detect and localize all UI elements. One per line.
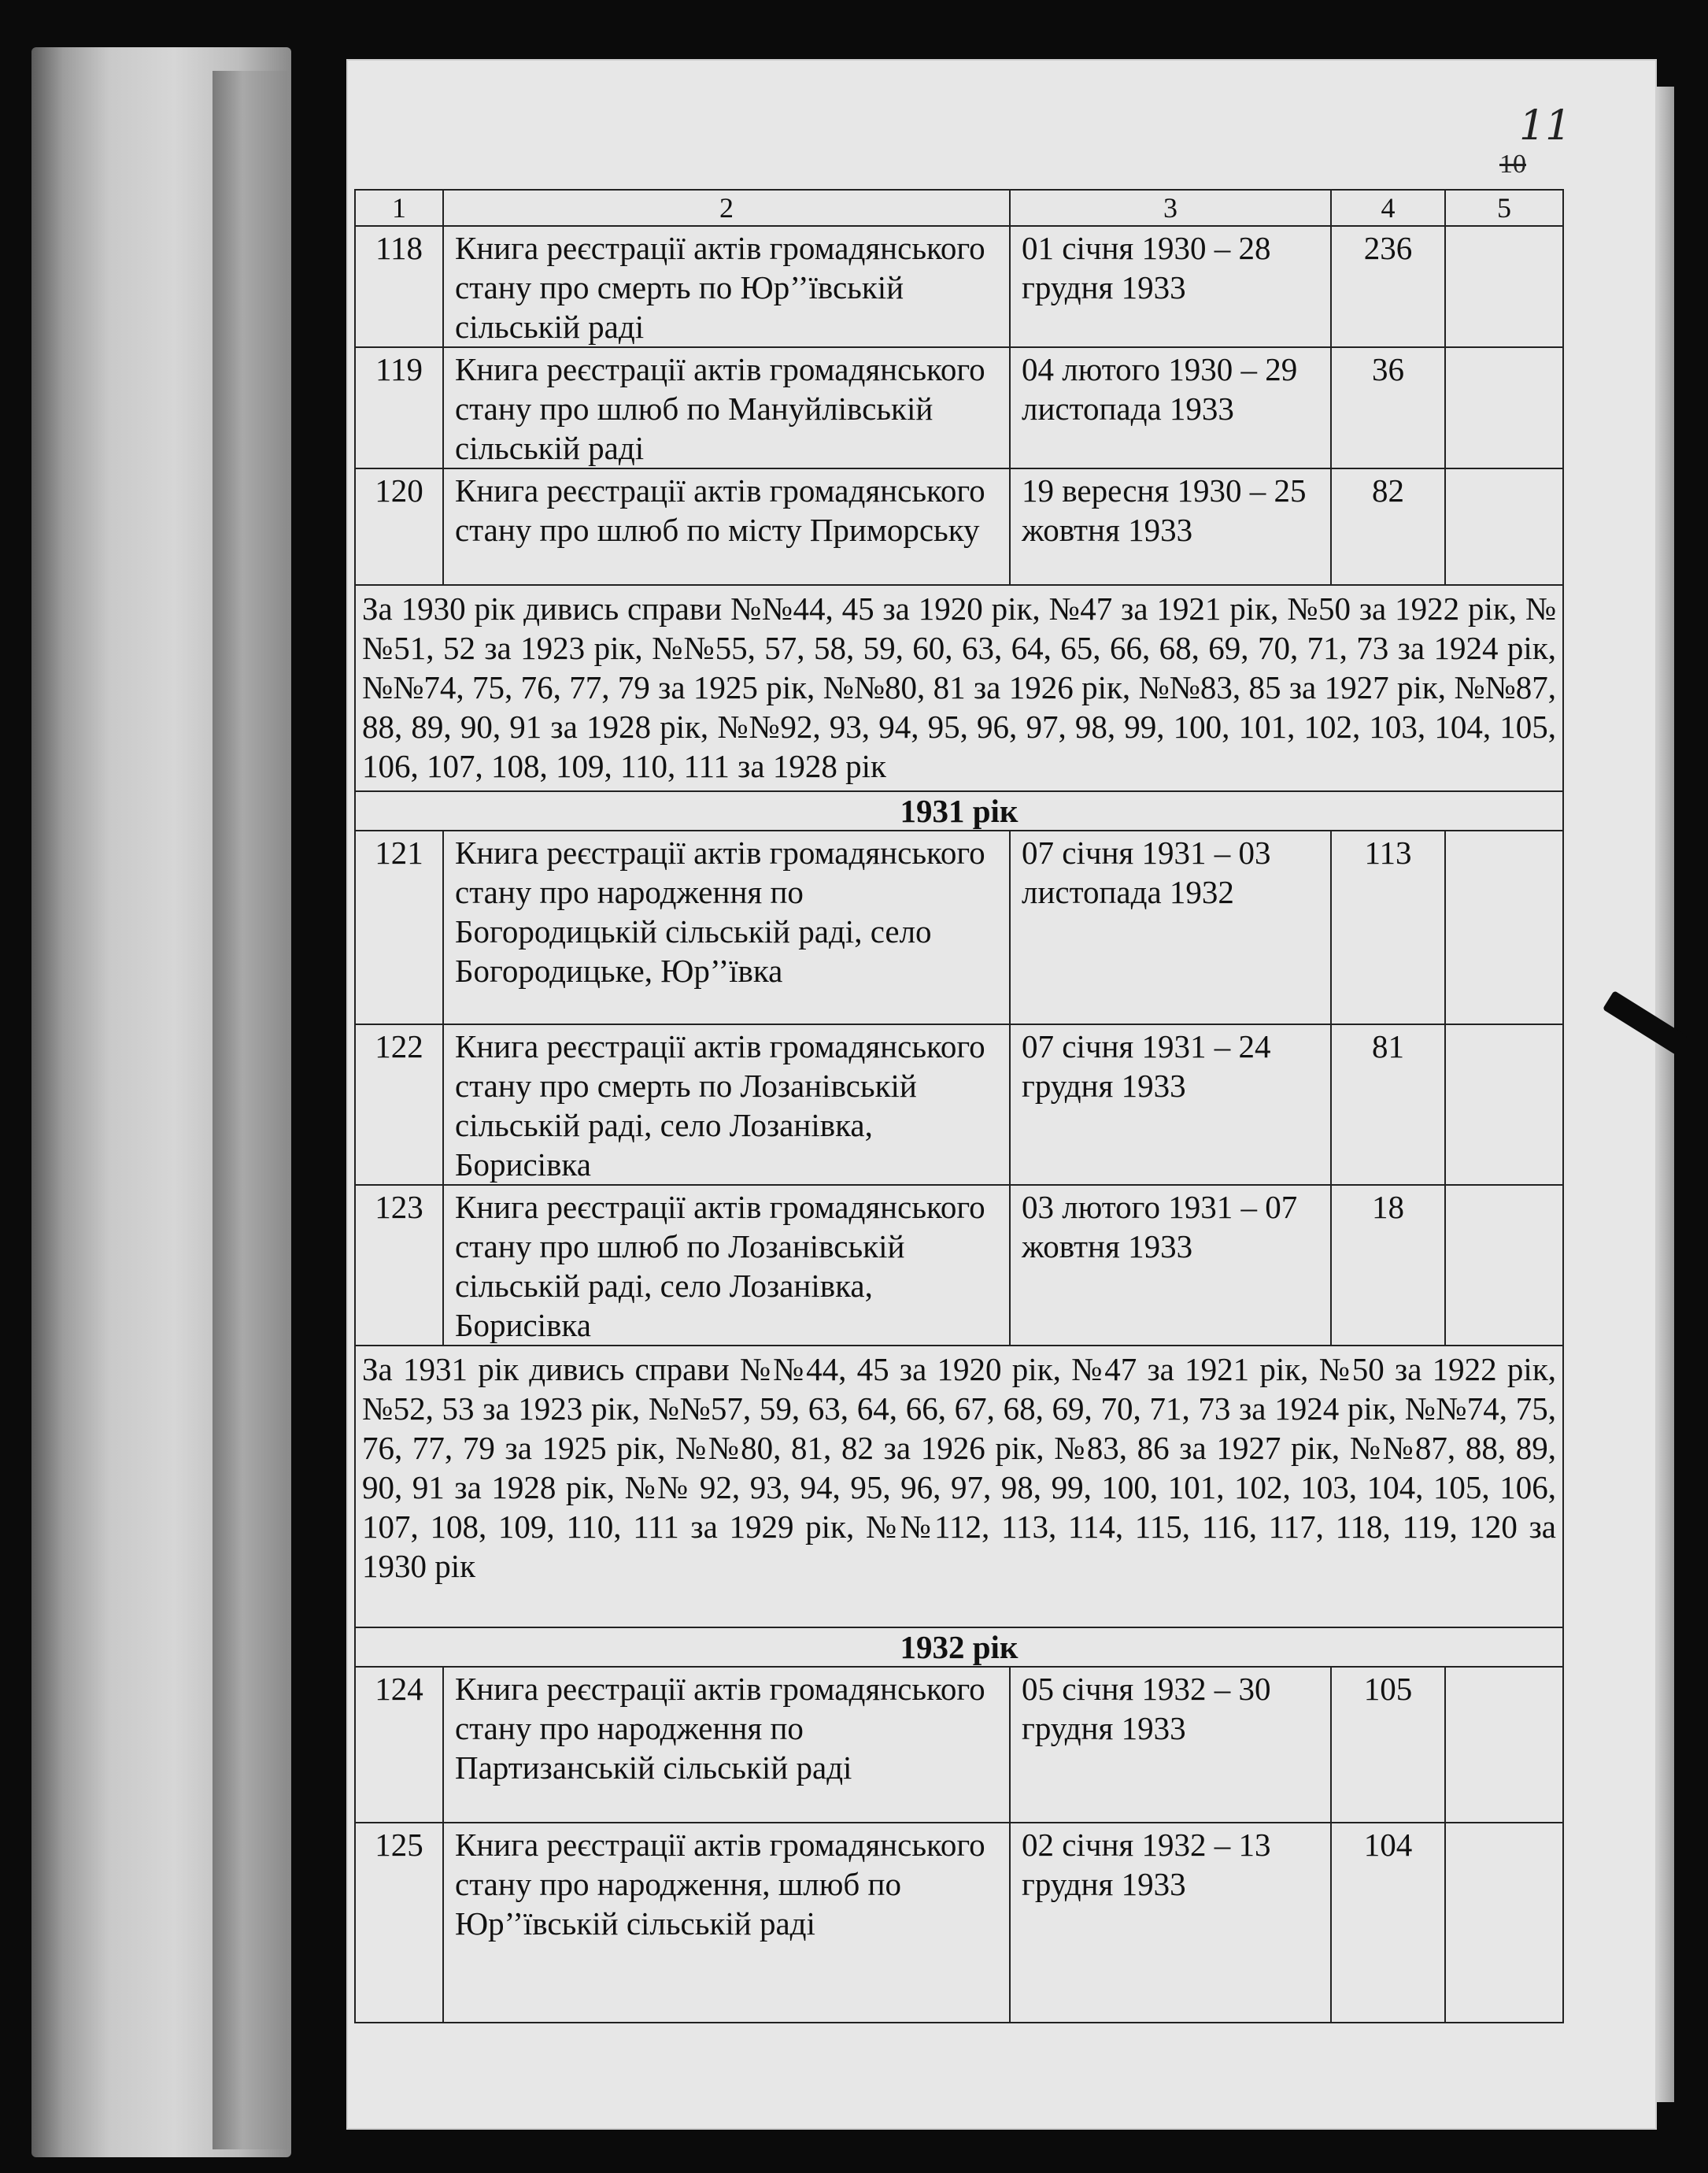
year-heading-1931: 1931 рік (355, 791, 1563, 831)
row-note (1445, 1024, 1563, 1185)
row-number: 124 (355, 1667, 443, 1823)
row-note (1445, 468, 1563, 585)
row-note (1445, 831, 1563, 1024)
page-number: 11 (1519, 102, 1572, 150)
row-count: 104 (1331, 1823, 1445, 2023)
row-title: Книга реєстрації актів громадянського стану про народження, шлюб по Юр’’ївській сільській раді (443, 1823, 1010, 2023)
table-row (355, 1667, 1563, 1823)
table-row (355, 1024, 1563, 1185)
row-title: Книга реєстрації актів громадянського стану про смерть по Лозанівській сільській раді, село Лозанівка, Борисівка (443, 1024, 1010, 1185)
row-number: 119 (355, 347, 443, 468)
archive-inventory-table (354, 189, 1564, 2023)
row-count: 18 (1331, 1185, 1445, 1346)
row-dates: 19 вересня 1930 – 25 жовтня 1933 (1010, 468, 1331, 585)
row-number: 122 (355, 1024, 443, 1185)
table-row (355, 1185, 1563, 1346)
table-row (355, 226, 1563, 347)
row-dates: 02 січня 1932 – 13 грудня 1933 (1010, 1823, 1331, 2023)
page-edge (1657, 87, 1674, 2102)
table-row (355, 831, 1563, 1024)
column-header: 3 (1010, 190, 1331, 226)
row-title: Книга реєстрації актів громадянського стану про шлюб по місту Приморську (443, 468, 1010, 585)
cross-reference-note-1930: За 1930 рік дивись справи №№44, 45 за 1920 рік, №47 за 1921 рік, №50 за 1922 рік, №№51, 52 за 1923 рік, №№55, 57, 58, 59, 60, 63, 64, 65, 66, 68, 69, 70, 71, 73 за 1924 рік, №№74, 75, 76, 77, 79 за 1925 рік, №№80, 81 за 1926 рік, №№83, 85 за 1927 рік, №№87, 88, 89, 90, 91 за 1928 рік, №№92, 93, 94, 95, 96, 97, 98, 99, 100, 101, 102, 103, 104, 105, 106, 107, 108, 109, 110, 111 за 1928 рік (355, 585, 1563, 791)
row-dates: 07 січня 1931 – 24 грудня 1933 (1010, 1024, 1331, 1185)
row-title: Книга реєстрації актів громадянського стану про шлюб по Лозанівській сільській раді, село Лозанівка, Борисівка (443, 1185, 1010, 1346)
column-header: 4 (1331, 190, 1445, 226)
previous-page-edge (213, 71, 287, 2149)
row-number: 125 (355, 1823, 443, 2023)
row-note (1445, 1823, 1563, 2023)
row-number: 123 (355, 1185, 443, 1346)
table-row (355, 468, 1563, 585)
row-note (1445, 1667, 1563, 1823)
row-number: 120 (355, 468, 443, 585)
row-title: Книга реєстрації актів громадянського стану про смерть по Юр’’ївській сільській раді (443, 226, 1010, 347)
row-dates: 05 січня 1932 – 30 грудня 1933 (1010, 1667, 1331, 1823)
row-count: 236 (1331, 226, 1445, 347)
row-number: 118 (355, 226, 443, 347)
row-count: 105 (1331, 1667, 1445, 1823)
row-number: 121 (355, 831, 443, 1024)
row-dates: 04 лютого 1930 – 29 листопада 1933 (1010, 347, 1331, 468)
row-count: 36 (1331, 347, 1445, 468)
note-row (355, 585, 1563, 791)
year-header-row (355, 1627, 1563, 1667)
row-title: Книга реєстрації актів громадянського стану про народження по Партизанській сільській раді (443, 1667, 1010, 1823)
year-header-row (355, 791, 1563, 831)
table-row (355, 1823, 1563, 2023)
row-title: Книга реєстрації актів громадянського стану про шлюб по Мануйлівській сільській раді (443, 347, 1010, 468)
row-count: 113 (1331, 831, 1445, 1024)
row-note (1445, 226, 1563, 347)
column-header: 5 (1445, 190, 1563, 226)
row-count: 81 (1331, 1024, 1445, 1185)
column-header: 2 (443, 190, 1010, 226)
page-number-old: 10 (1499, 150, 1526, 179)
row-note (1445, 347, 1563, 468)
row-note (1445, 1185, 1563, 1346)
table-row (355, 347, 1563, 468)
row-dates: 01 січня 1930 – 28 грудня 1933 (1010, 226, 1331, 347)
row-count: 82 (1331, 468, 1445, 585)
note-row (355, 1346, 1563, 1627)
column-header-row (355, 190, 1563, 226)
row-title: Книга реєстрації актів громадянського стану про народження по Богородицькій сільській раді, село Богородицьке, Юр’’ївка (443, 831, 1010, 1024)
year-heading-1932: 1932 рік (355, 1627, 1563, 1667)
row-dates: 03 лютого 1931 – 07 жовтня 1933 (1010, 1185, 1331, 1346)
row-dates: 07 січня 1931 – 03 листопада 1932 (1010, 831, 1331, 1024)
cross-reference-note-1931: За 1931 рік дивись справи №№44, 45 за 1920 рік, №47 за 1921 рік, №50 за 1922 рік, №52, 53 за 1923 рік, №№57, 59, 63, 64, 66, 67, 68, 69, 70, 71, 73 за 1924 рік, №№74, 75, 76, 77, 79 за 1925 рік, №№80, 81, 82 за 1926 рік, №83, 86 за 1927 рік, №№87, 88, 89, 90, 91 за 1928 рік, №№ 92, 93, 94, 95, 96, 97, 98, 99, 100, 101, 102, 103, 104, 105, 106, 107, 108, 109, 110, 111 за 1929 рік, №№112, 113, 114, 115, 116, 117, 118, 119, 120 за 1930 рік (355, 1346, 1563, 1627)
column-header: 1 (355, 190, 443, 226)
